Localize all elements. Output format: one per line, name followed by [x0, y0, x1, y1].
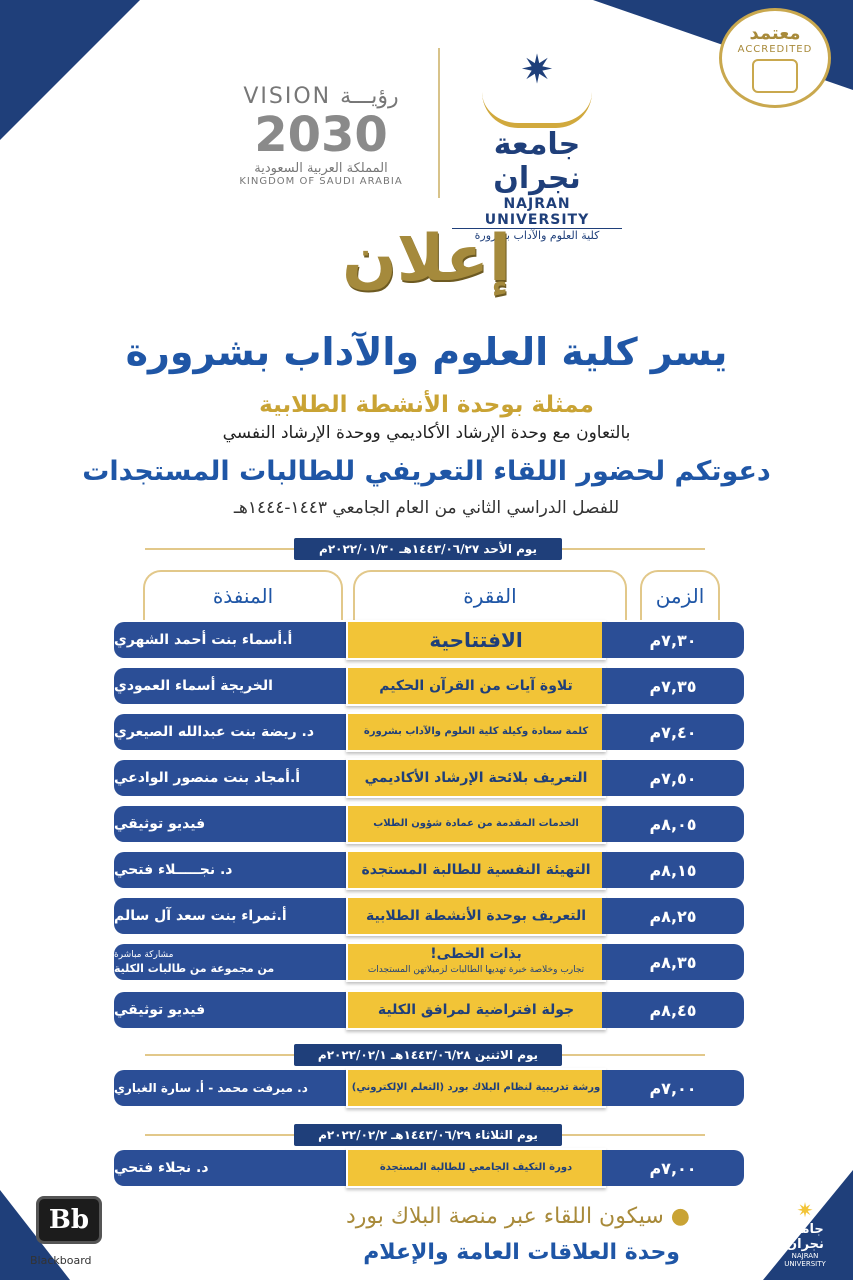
vision-2030-logo [226, 84, 416, 196]
row-presenter: الخريجة أسماء العمودي [114, 668, 354, 704]
star-icon: ✷ [520, 47, 554, 93]
row-presenter: أ.ثمراء بنت سعد آل سالم [114, 898, 354, 934]
row-presenter: د. نجـــــلاء فتحي [114, 852, 354, 888]
row-item: ورشة تدريبية لنظام البلاك بورد (التعلم الإلكتروني) [346, 1068, 606, 1108]
small-logo-en: NAJRAN UNIVERSITY [784, 1252, 826, 1268]
table-row [114, 1150, 744, 1186]
header-time: الزمن [640, 570, 720, 620]
badge-english: ACCREDITED [737, 44, 813, 55]
row-presenter: د. نجلاء فتحي [114, 1150, 354, 1186]
day-label: يوم الاثنين ١٤٤٣/٠٦/٢٨هـ ٢٠٢٢/٠٢/١م [294, 1044, 562, 1066]
announcement-line-5: للفصل الدراسي الثاني من العام الجامعي ١٤٤٣-١٤٤٤هـ [233, 498, 620, 518]
table-row [114, 714, 744, 750]
vision-kingdom-en: KINGDOM OF SAUDI ARABIA [239, 176, 403, 187]
row-item: الافتتاحية [346, 620, 606, 660]
table-row [114, 760, 744, 796]
row-time: ٨,٣٥م [602, 944, 744, 980]
blackboard-logo-icon: Bb [36, 1196, 102, 1244]
vision-year: 2030 [254, 107, 388, 163]
badge-arabic: معتمد [749, 23, 801, 44]
bullet-icon: ● [663, 1204, 690, 1229]
footer-note-text: سيكون اللقاء عبر منصة البلاك بورد [345, 1204, 664, 1229]
row-time: ٧,٠٠م [602, 1150, 744, 1186]
row-presenter: د. ريضة بنت عبدالله الصيعري [114, 714, 354, 750]
row-presenter [114, 944, 354, 980]
announcement-title: إعلان [342, 222, 511, 296]
presenter-main: مشاركة مباشرة [114, 950, 174, 960]
day-label: يوم الأحد ١٤٤٣/٠٦/٢٧هـ ٢٠٢٢/٠١/٣٠م [294, 538, 562, 560]
row-time: ٧,٥٠م [602, 760, 744, 796]
college-name: كلية العلوم والآداب بشرورة [474, 229, 600, 242]
row-item: كلمة سعادة وكيلة كلية العلوم والآداب بشرورة [346, 712, 606, 752]
announcement-line-4: دعوتكم لحضور اللقاء التعريفي للطالبات المستجدات [82, 456, 771, 487]
announcement-line-2: ممثلة بوحدة الأنشطة الطلابية [259, 392, 594, 418]
table-row [114, 898, 744, 934]
row-item: تلاوة آيات من القرآن الحكيم [346, 666, 606, 706]
table-row [114, 622, 744, 658]
small-logo-ar: جامعة نجران [786, 1222, 824, 1252]
presenter-sub: من مجموعة من طالبات الكلية [114, 962, 275, 975]
row-time: ٧,٠٠م [602, 1070, 744, 1106]
item-sub: تجارب وخلاصة خبرة تهديها الطالبات لزميلاتهن المستجدات [367, 965, 585, 975]
table-row [114, 668, 744, 704]
row-item: التهيئة النفسية للطالبة المستجدة [346, 850, 606, 890]
row-presenter: فيديو توثيقي [114, 806, 354, 842]
row-item: الخدمات المقدمة من عمادة شؤون الطلاب [346, 804, 606, 844]
table-row [114, 1070, 744, 1106]
header-item: الفقرة [353, 570, 627, 620]
row-presenter: فيديو توثيقي [114, 992, 354, 1028]
footer-department: وحدة العلاقات العامة والإعلام [363, 1240, 680, 1265]
vision-kingdom-ar: المملكة العربية السعودية [254, 161, 388, 176]
row-time: ٨,٠٥م [602, 806, 744, 842]
footer-note [270, 1204, 690, 1229]
row-presenter: د. ميرفت محمد - أ. سارة الغباري [114, 1070, 354, 1106]
row-item [346, 942, 606, 982]
wings-icon [482, 92, 592, 128]
blackboard-label: Blackboard [30, 1254, 92, 1267]
wings-icon: ✷ [796, 1198, 814, 1222]
table-row [114, 852, 744, 888]
university-name-ar: جامعة نجران [493, 127, 581, 196]
table-row [114, 992, 744, 1028]
row-item: التعريف بوحدة الأنشطة الطلابية [346, 896, 606, 936]
row-time: ٧,٣٠م [602, 622, 744, 658]
university-name-en: NAJRAN UNIVERSITY [452, 196, 622, 229]
item-main: بذات الخطى! [430, 946, 522, 962]
row-presenter: أ.أسماء بنت أحمد الشهري [114, 622, 354, 658]
row-time: ٨,٤٥م [602, 992, 744, 1028]
announcement-line-3: بالتعاون مع وحدة الإرشاد الأكاديمي ووحدة الإرشاد النفسي [222, 423, 631, 443]
day-label: يوم الثلاثاء ١٤٤٣/٠٦/٢٩هـ ٢٠٢٢/٠٢/٢م [294, 1124, 562, 1146]
university-logo [452, 47, 622, 242]
row-time: ٨,١٥م [602, 852, 744, 888]
row-item: جولة افتراضية لمرافق الكلية [346, 990, 606, 1030]
table-row [114, 806, 744, 842]
row-time: ٧,٣٥م [602, 668, 744, 704]
table-row [114, 944, 744, 980]
accreditation-badge [719, 8, 831, 108]
university-small-logo [770, 1198, 840, 1268]
row-item: التعريف بلائحة الإرشاد الأكاديمي [346, 758, 606, 798]
header-presenter: المنفذة [143, 570, 343, 620]
row-presenter: أ.أمجاد بنت منصور الوادعي [114, 760, 354, 796]
row-time: ٨,٢٥م [602, 898, 744, 934]
row-item: دورة التكيف الجامعي للطالبة المستجدة [346, 1148, 606, 1188]
corner-decoration-top-left [0, 0, 140, 140]
row-time: ٧,٤٠م [602, 714, 744, 750]
logo-divider [438, 48, 440, 198]
vision-title: VISION رؤيـــة [243, 84, 399, 109]
announcement-line-1: يسر كلية العلوم والآداب بشرورة [125, 330, 728, 374]
badge-emblem-icon [752, 59, 798, 93]
